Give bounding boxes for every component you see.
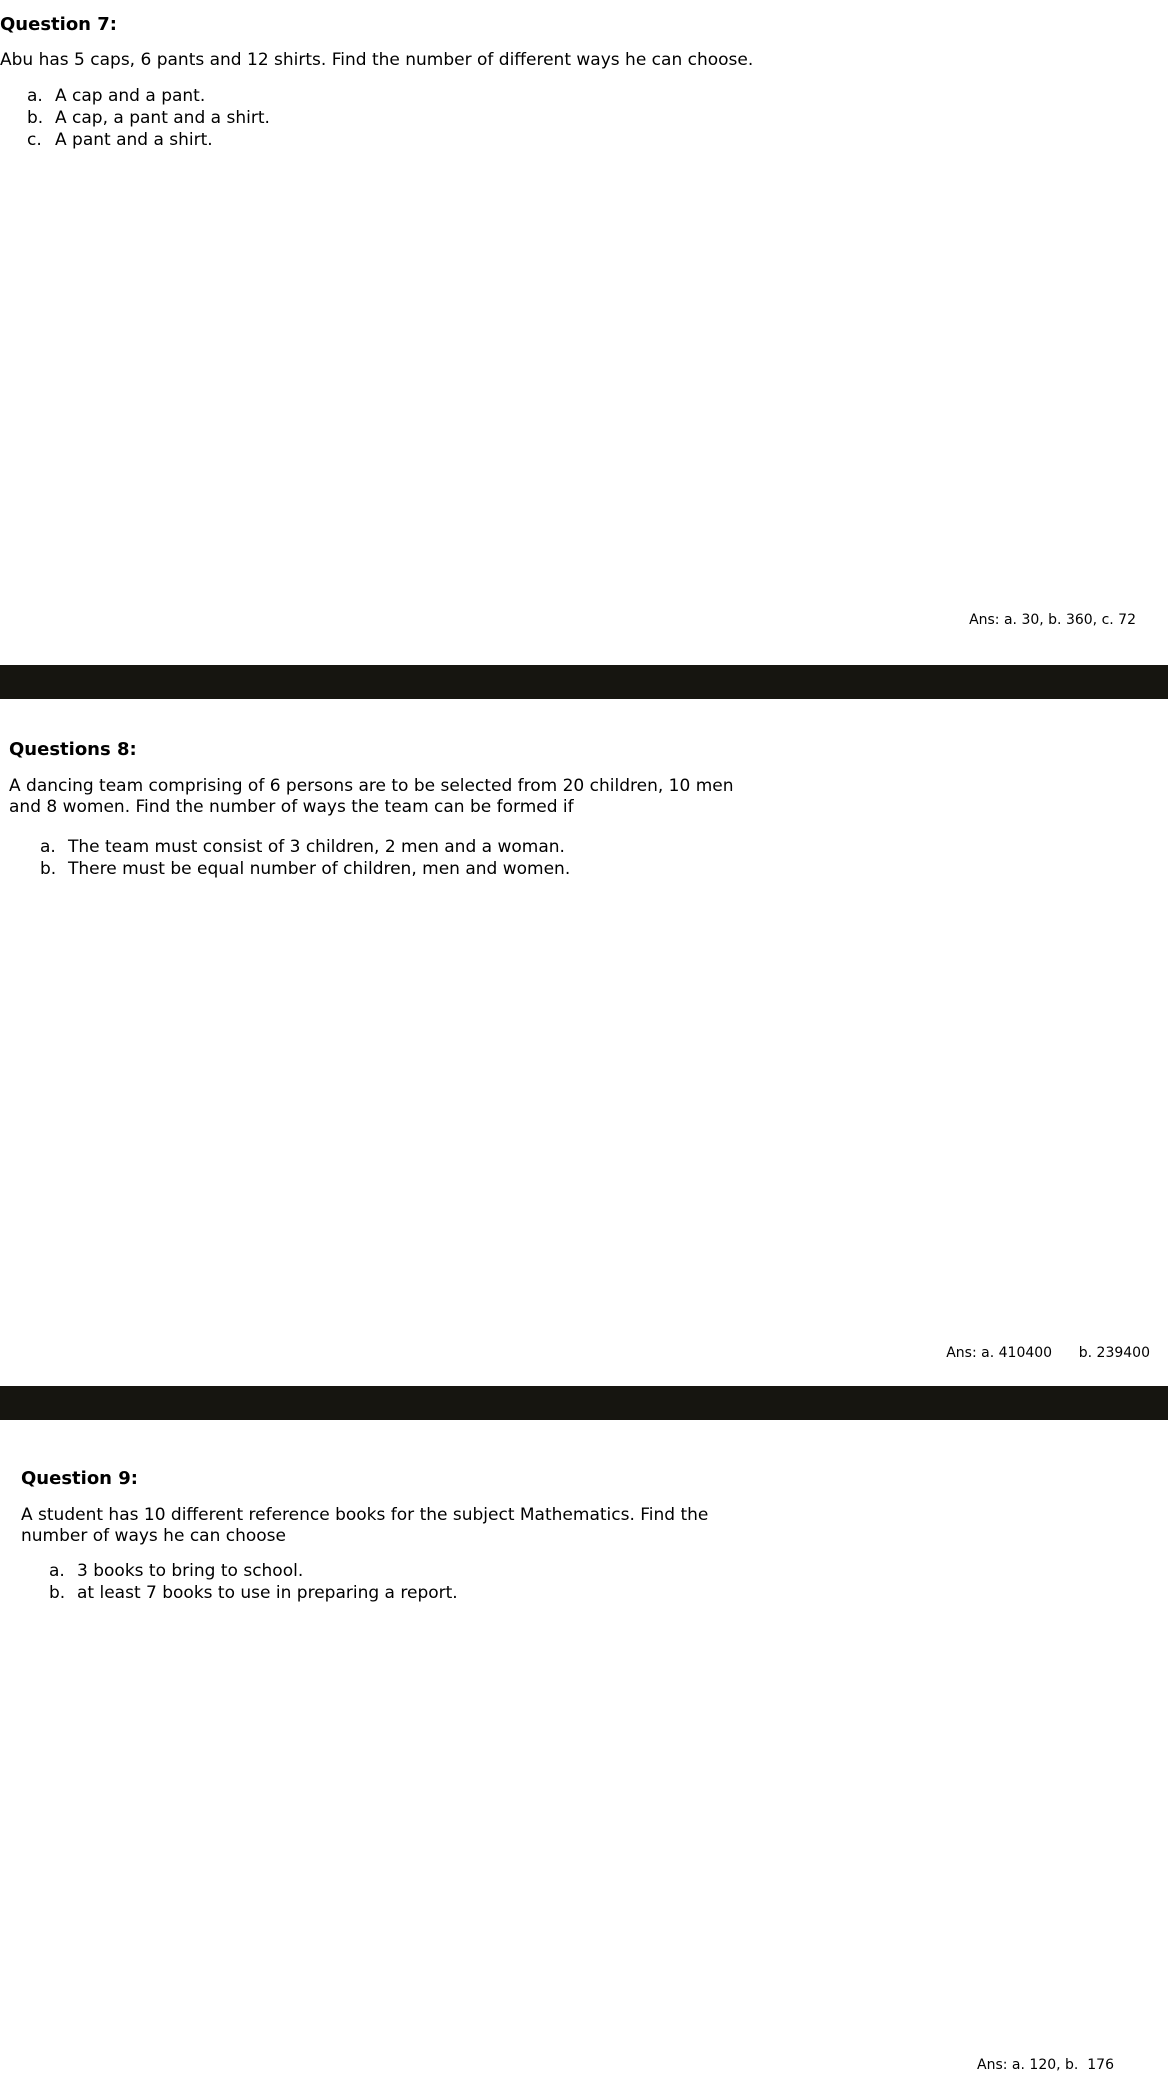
option-marker: b. [49, 1583, 66, 1603]
option-marker: b. [27, 108, 44, 128]
option-text: The team must consist of 3 children, 2 men and a woman. [68, 837, 565, 857]
question-7-section [0, 0, 1168, 665]
question-9-section [0, 1420, 1168, 2098]
question-7-text: Abu has 5 caps, 6 pants and 12 shirts. Find the number of different ways he can choose. [0, 50, 754, 70]
question-9-answer: Ans: a. 120, b. 176 [977, 2057, 1114, 2073]
question-8-options [40, 836, 570, 880]
option-marker: a. [27, 86, 43, 106]
question-7-options [27, 85, 270, 151]
option-marker: c. [27, 130, 42, 150]
option-marker: a. [49, 1561, 65, 1581]
question-9-title: Question 9: [21, 1468, 138, 1489]
option-text: A cap and a pant. [55, 86, 206, 106]
list-item [49, 1560, 458, 1582]
list-item [27, 107, 270, 129]
list-item [49, 1582, 458, 1604]
option-text: A cap, a pant and a shirt. [55, 108, 270, 128]
list-item [27, 129, 270, 151]
list-item [40, 836, 570, 858]
question-7-title: Question 7: [0, 14, 117, 35]
section-divider [0, 665, 1168, 699]
list-item [40, 858, 570, 880]
question-8-text: A dancing team comprising of 6 persons are to be selected from 20 children, 10 men and 8 women. Find the number of ways the team can be formed if [9, 776, 734, 817]
option-text: at least 7 books to use in preparing a report. [77, 1583, 458, 1603]
question-8-answer: Ans: a. 410400 b. 239400 [946, 1345, 1150, 1361]
question-7-answer: Ans: a. 30, b. 360, c. 72 [969, 612, 1136, 628]
option-text: There must be equal number of children, men and women. [68, 859, 571, 879]
option-text: A pant and a shirt. [55, 130, 213, 150]
question-9-options [49, 1560, 458, 1604]
section-divider [0, 1386, 1168, 1420]
question-9-text: A student has 10 different reference books for the subject Mathematics. Find the number of ways he can choose [21, 1505, 709, 1546]
question-8-title: Questions 8: [9, 739, 137, 760]
option-text: 3 books to bring to school. [77, 1561, 304, 1581]
option-marker: a. [40, 837, 56, 857]
question-8-section [0, 699, 1168, 1386]
option-marker: b. [40, 859, 57, 879]
list-item [27, 85, 270, 107]
